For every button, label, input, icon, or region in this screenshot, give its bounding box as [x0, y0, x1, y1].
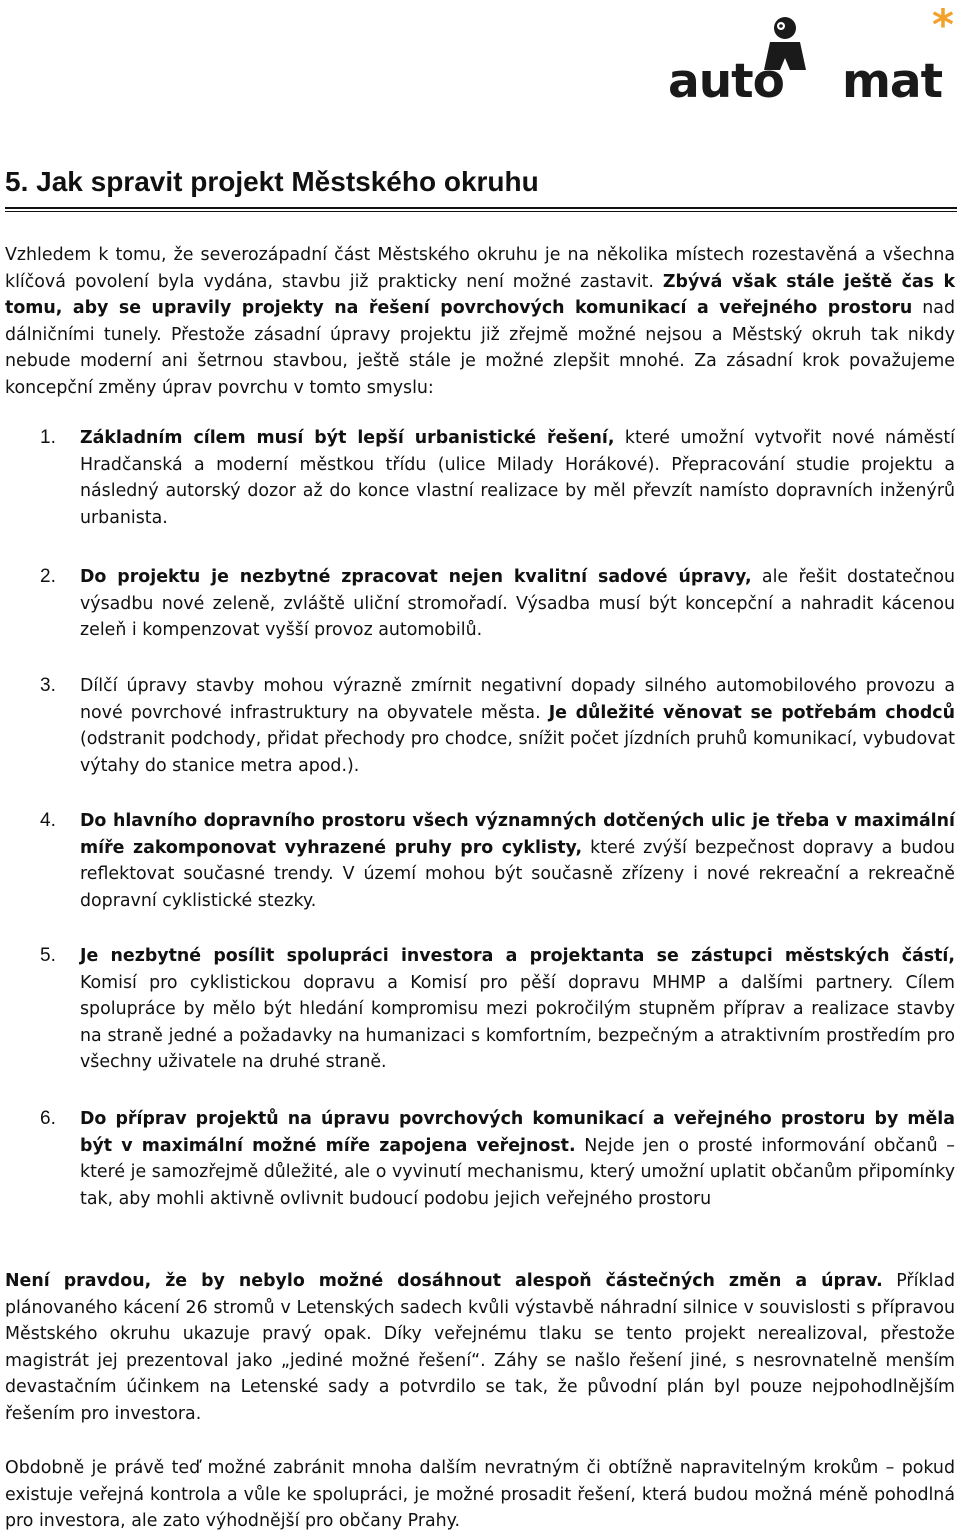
list-item-text [80, 564, 955, 644]
conclusion-body: Příklad plánovaného kácení 26 stromů v Letenských sadech kvůli výstavbě náhradní silnice v souvislosti s přípravou Městského okruhu ukazuje pravý opak. Díky veřejnému tlaku se tento projekt nerealizoval, přestože magistrát jej prezentoval jako „jediné možné řešení“. Záhy se našlo řešení jiné, s nesrovnatelně menším devastačním účinkem na Letenské sady a potvrdilo se tak, že původní plán byl pouze nejpohodlnějším řešením pro investora. [5, 1271, 955, 1424]
list-item-emphasis: Je nezbytné posílit spolupráci investora a projektanta se zástupci městských částí, [80, 946, 955, 966]
list-item [40, 425, 955, 531]
intro-emphasis: Zbývá však stále ještě čas k tomu, aby se upravily projekty na řešení povrchových komunikací a veřejného prostoru [5, 271, 956, 318]
list-item [40, 1106, 955, 1212]
list-item-number: 1. [40, 427, 56, 448]
automat-logo [668, 0, 958, 109]
logo-text-mat: mat [841, 54, 943, 109]
list-item [40, 564, 955, 644]
list-item-text [80, 673, 955, 779]
title-divider [5, 207, 957, 212]
list-item-emphasis: Do projektu je nezbytné zpracovat nejen kvalitní sadové úpravy, [80, 567, 752, 587]
list-item [40, 808, 955, 914]
conclusion-paragraph [5, 1268, 955, 1427]
list-item-body: Nejde jen o prosté informování občanů – které je samozřejmě důležité, ale o vyvinutí mechanismu, který umožní uplatit občanům připomínky tak, aby mohli aktivně ovlivnit budoucí podobu jejich veřejného prostoru [80, 1135, 955, 1209]
list-item [40, 943, 955, 1076]
list-item-text [80, 808, 955, 914]
list-item [40, 673, 955, 779]
list-item-emphasis: Do příprav projektů na úpravu povrchových komunikací a veřejného prostoru by měla být v maximální možné míře zapojena veřejnost. [80, 1109, 955, 1156]
conclusion-emphasis: Není pravdou, že by nebylo možné dosáhnout alespoň částečných změn a úprav. [5, 1271, 883, 1291]
intro-text-1: Vzhledem k tomu, že severozápadní část Městského okruhu je na několika místech rozestavěná a všechna klíčová povolení byla vydána, stavbu již prakticky není možné zastavit. [5, 245, 955, 292]
list-item-body: Dílčí úpravy stavby mohou výrazně zmírnit negativní dopady silného automobilového provozu a nové povrchové infrastruktury na obyvatele města. [80, 676, 955, 723]
list-item-body-2: (odstranit podchody, přidat přechody pro chodce, snížit počet jízdních pruhů komunikací, vybudovat výtahy do stanice metra apod.). [80, 729, 955, 776]
page-title: 5. Jak spravit projekt Městského okruhu [5, 166, 539, 197]
logo-star: * [932, 0, 954, 49]
list-item-text [80, 1106, 955, 1212]
intro-paragraph [5, 242, 955, 401]
list-item-body: které zvýší bezpečnost dopravy a budou reflektovat současné trendy. V území mohou být současně zřízeny i nové rekreační a rekreačně dopravní cyklistické stezky. [80, 837, 955, 911]
final-paragraph: Obdobně je právě teď možné zabránit mnoha dalším nevratným či obtížně napravitelným krokům – pokud existuje veřejná kontrola a vůle ke spolupráci, je možné prosadit řešení, která budou možná méně pohodlná pro investora, ale zato výhodnější pro občany Prahy. [5, 1458, 955, 1531]
list-item-emphasis: Je důležité věnovat se potřebám chodců [548, 702, 955, 723]
list-item-body: Komisí pro cyklistickou dopravu a Komisí pro pěší dopravu MHMP a dalšími partnery. Cílem spolupráce by mělo být hledání kompromisu mezi pokročilým stupněm příprav a realizace stavby na straně jedné a požadavky na humanizaci s komfortním, bezpečným a atraktivním prostředím pro všechny uživatele na druhé straně. [80, 972, 955, 1072]
list-item-body: které umožní vytvořit nové náměstí Hradčanská a moderní městkou třídu (ulice Milady Horákové). Přepracování studie projektu a následný autorský dozor až do konce vlastní realizace by měl převzít namísto dopravních inženýrů urbanista. [80, 428, 955, 528]
intro-text-2: nad dálničními tunely. Přestože zásadní úpravy projektu již zřejmě možné nejsou a Městský okruh tak nikdy nebude moderní ani šetrnou stavbou, ještě stále je možné zlepšit mnohé. Za zásadní krok považujeme koncepční změny úprav povrchu v tomto smyslu: [5, 298, 955, 398]
list-item-number: 6. [40, 1108, 56, 1129]
list-item-number: 5. [40, 945, 56, 966]
list-item-text [80, 943, 955, 1076]
list-item-emphasis: Do hlavního dopravního prostoru všech významných dotčených ulic je třeba v maximální míře zakomponovat vyhrazené pruhy pro cyklisty, [80, 811, 955, 858]
list-item-number: 2. [40, 566, 56, 587]
logo-wordmark [668, 54, 943, 109]
list-item-number: 3. [40, 675, 56, 696]
list-item-emphasis: Základním cílem musí být lepší urbanistické řešení, [80, 428, 615, 448]
logo-text-auto: auto [668, 54, 784, 109]
list-item-number: 4. [40, 810, 56, 831]
list-item-body: ale řešit dostatečnou výsadbu nové zeleně, zvláště uliční stromořadí. Výsadba musí být koncepční a nahradit kácenou zeleň i kompenzovat vyšší provoz automobilů. [80, 567, 955, 640]
list-item-text [80, 425, 955, 531]
